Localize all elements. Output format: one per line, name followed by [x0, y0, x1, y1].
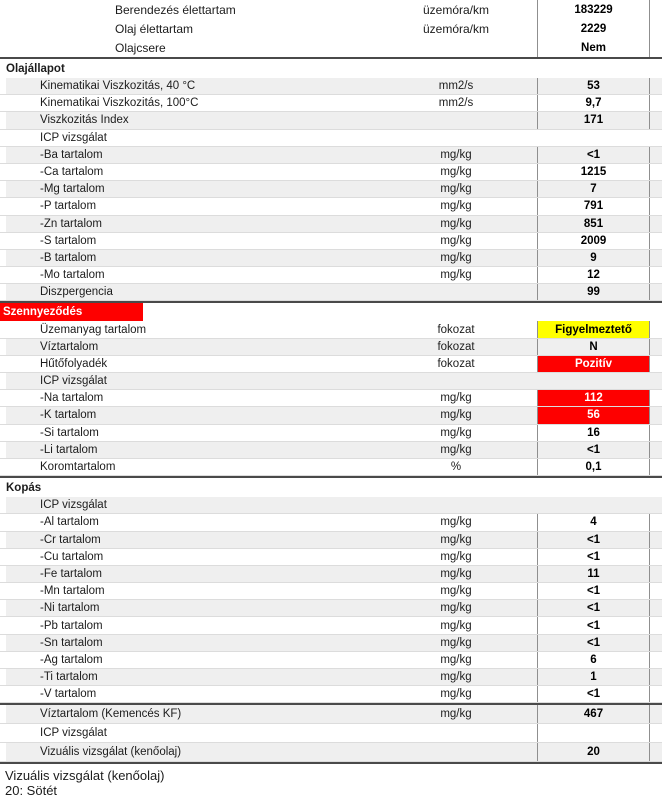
row-value: <1	[537, 635, 650, 651]
row-tail	[650, 600, 662, 616]
table-row	[0, 78, 662, 95]
row-label: -Ba tartalom	[40, 148, 103, 161]
row-tail	[650, 38, 662, 57]
row-value: 183229	[537, 0, 650, 19]
row-label: -V tartalom	[40, 688, 97, 701]
row-value: 99	[537, 284, 650, 300]
section-header	[0, 303, 662, 321]
row-unit: mg/kg	[440, 148, 472, 161]
row-tail	[650, 724, 662, 742]
row-tail	[650, 497, 662, 513]
row-label: -Ag tartalom	[40, 653, 103, 666]
table-row	[0, 635, 662, 652]
row-tail	[650, 617, 662, 633]
row-value: 7	[537, 181, 650, 197]
table-row	[0, 686, 662, 703]
table-row	[0, 549, 662, 566]
row-value: <1	[537, 532, 650, 548]
row-value: 851	[537, 216, 650, 232]
row-tail	[650, 583, 662, 599]
table-row	[0, 407, 662, 424]
row-label: -Si tartalom	[40, 426, 99, 439]
row-label: -Cr tartalom	[40, 533, 101, 546]
row-unit: mg/kg	[440, 516, 472, 529]
row-value: 9,7	[537, 95, 650, 111]
row-tail	[650, 686, 662, 702]
row-unit: mg/kg	[440, 533, 472, 546]
section-header	[0, 59, 662, 78]
row-unit: mm2/s	[438, 80, 474, 93]
row-label: Olajcsere	[115, 40, 166, 55]
row-value	[537, 497, 650, 513]
row-value: 6	[537, 652, 650, 668]
row-value: Nem	[537, 38, 650, 57]
row-label: -Sn tartalom	[40, 636, 103, 649]
row-value: 12	[537, 267, 650, 283]
table-row	[0, 600, 662, 617]
table-row	[0, 566, 662, 583]
row-tail	[650, 549, 662, 565]
row-tail	[650, 669, 662, 685]
row-unit: mg/kg	[440, 392, 472, 405]
table-row	[0, 617, 662, 634]
row-value: 53	[537, 78, 650, 94]
table-row	[0, 147, 662, 164]
row-tail	[650, 267, 662, 283]
row-tail	[650, 532, 662, 548]
row-label: Hűtőfolyadék	[40, 357, 108, 370]
row-tail	[650, 407, 662, 423]
row-tail	[650, 216, 662, 232]
table-row	[0, 514, 662, 531]
row-value: 2009	[537, 233, 650, 249]
table-row	[0, 425, 662, 442]
row-unit: fokozat	[437, 323, 475, 336]
row-label: Diszpergencia	[40, 286, 113, 299]
row-label: -P tartalom	[40, 200, 97, 213]
row-tail	[650, 339, 662, 355]
row-label: -S tartalom	[40, 234, 97, 247]
row-tail	[650, 566, 662, 582]
row-value: <1	[537, 147, 650, 163]
row-unit: mg/kg	[440, 602, 472, 615]
row-unit: %	[450, 461, 462, 474]
table-row	[0, 112, 662, 129]
row-value: <1	[537, 686, 650, 702]
row-unit: mg/kg	[440, 550, 472, 563]
row-tail	[650, 321, 662, 337]
row-value: 171	[537, 112, 650, 128]
row-tail	[650, 147, 662, 163]
row-value: <1	[537, 442, 650, 458]
table-row	[0, 743, 662, 762]
row-tail	[650, 181, 662, 197]
table-row	[0, 181, 662, 198]
table-row	[0, 267, 662, 284]
table-row	[0, 705, 662, 724]
row-value: N	[537, 339, 650, 355]
row-label: Víztartalom	[40, 340, 99, 353]
row-tail	[650, 459, 662, 475]
row-unit: mg/kg	[440, 409, 472, 422]
row-unit	[375, 373, 537, 389]
row-tail	[650, 19, 662, 38]
row-label: Kinematikai Viszkozitás, 40 °C	[40, 80, 196, 93]
row-label: Koromtartalom	[40, 461, 116, 474]
row-tail	[650, 743, 662, 761]
table-row	[0, 532, 662, 549]
row-value: 1215	[537, 164, 650, 180]
row-label: -Al tartalom	[40, 516, 99, 529]
row-tail	[650, 390, 662, 406]
row-label: Berendezés élettartam	[115, 2, 236, 17]
row-tail	[650, 652, 662, 668]
table-row	[0, 442, 662, 459]
row-label: -Ni tartalom	[40, 602, 100, 615]
row-value: 4	[537, 514, 650, 530]
row-value: 0,1	[537, 459, 650, 475]
row-tail	[650, 705, 662, 723]
table-row	[0, 284, 662, 301]
table-row	[0, 95, 662, 112]
row-unit: mg/kg	[440, 443, 472, 456]
row-tail	[650, 425, 662, 441]
row-unit: mg/kg	[440, 653, 472, 666]
row-value: 20	[537, 743, 650, 761]
row-unit: mg/kg	[440, 426, 472, 439]
row-label: ICP vizsgálat	[40, 131, 107, 144]
table-row	[0, 130, 662, 147]
table-row	[0, 497, 662, 514]
row-unit: mg/kg	[440, 166, 472, 179]
table-row	[0, 373, 662, 390]
table-row	[0, 652, 662, 669]
row-unit: mg/kg	[440, 688, 472, 701]
row-tail	[650, 112, 662, 128]
row-unit	[375, 497, 537, 513]
table-row	[0, 250, 662, 267]
row-tail	[650, 356, 662, 372]
row-label: -Pb tartalom	[40, 619, 103, 632]
row-label: -Zn tartalom	[40, 217, 102, 230]
row-label: -Ti tartalom	[40, 671, 98, 684]
table-row	[0, 321, 662, 338]
table-row	[0, 0, 662, 19]
row-value	[537, 373, 650, 389]
row-tail	[650, 95, 662, 111]
row-label: -Fe tartalom	[40, 567, 102, 580]
row-tail	[650, 0, 662, 19]
section-title: Olajállapot	[6, 62, 65, 75]
row-unit	[375, 724, 537, 742]
row-label: -Na tartalom	[40, 392, 104, 405]
row-label: ICP vizsgálat	[40, 499, 107, 512]
table-row	[0, 724, 662, 743]
row-label: -Mo tartalom	[40, 269, 105, 282]
row-tail	[650, 284, 662, 300]
row-value: 11	[537, 566, 650, 582]
row-unit: mg/kg	[440, 234, 472, 247]
row-tail	[650, 233, 662, 249]
table-row	[0, 669, 662, 686]
table-row	[0, 390, 662, 407]
row-label: -Mn tartalom	[40, 585, 105, 598]
row-value	[537, 130, 650, 146]
table-row	[0, 198, 662, 215]
section-header	[0, 478, 662, 497]
row-tail	[650, 78, 662, 94]
row-value-alert: 56	[537, 407, 650, 423]
row-label: ICP vizsgálat	[40, 727, 107, 740]
row-value: 2229	[537, 19, 650, 38]
row-unit: mg/kg	[440, 269, 472, 282]
table-row	[0, 233, 662, 250]
row-unit	[375, 130, 537, 146]
table-row	[0, 38, 662, 57]
row-value: <1	[537, 549, 650, 565]
row-unit: mg/kg	[440, 619, 472, 632]
row-tail	[650, 442, 662, 458]
row-label: Kinematikai Viszkozitás, 100°C	[40, 97, 199, 110]
footnote-legend: 20: Sötét	[5, 783, 58, 799]
row-value: <1	[537, 617, 650, 633]
row-value: 1	[537, 669, 650, 685]
row-unit: mg/kg	[440, 585, 472, 598]
row-value: 467	[537, 705, 650, 723]
row-value: 791	[537, 198, 650, 214]
footnote-title: Vizuális vizsgálat (kenőolaj)	[5, 768, 165, 784]
row-unit: üzemóra/km	[422, 2, 490, 17]
row-tail	[650, 635, 662, 651]
row-unit: mg/kg	[440, 708, 472, 721]
row-label: -Ca tartalom	[40, 166, 104, 179]
row-tail	[650, 198, 662, 214]
row-value: 9	[537, 250, 650, 266]
row-unit	[375, 743, 537, 761]
section-title: Kopás	[6, 481, 42, 494]
row-label: Olaj élettartam	[115, 21, 194, 36]
table-row	[0, 356, 662, 373]
table-row	[0, 164, 662, 181]
row-label: -K tartalom	[40, 409, 97, 422]
table-row	[0, 459, 662, 476]
row-unit: mg/kg	[440, 567, 472, 580]
row-unit: fokozat	[437, 340, 475, 353]
row-value	[537, 724, 650, 742]
table-row	[0, 339, 662, 356]
row-value-alert: Pozitív	[537, 356, 650, 372]
row-tail	[650, 164, 662, 180]
row-unit: mg/kg	[440, 200, 472, 213]
table-row	[0, 583, 662, 600]
footnote-block	[0, 764, 662, 798]
row-label: -B tartalom	[40, 251, 97, 264]
row-unit: mg/kg	[440, 671, 472, 684]
row-value-warning: Figyelmeztető	[537, 321, 650, 337]
row-unit: fokozat	[437, 357, 475, 370]
row-unit	[375, 112, 537, 128]
row-label: Víztartalom (Kemencés KF)	[40, 708, 182, 721]
row-label: -Cu tartalom	[40, 550, 104, 563]
row-value: <1	[537, 583, 650, 599]
table-row	[0, 216, 662, 233]
row-unit	[375, 284, 537, 300]
row-tail	[650, 130, 662, 146]
row-label: Üzemanyag tartalom	[40, 323, 147, 336]
section-title: Szennyeződés	[0, 303, 143, 321]
row-label: ICP vizsgálat	[40, 375, 107, 388]
row-label: -Li tartalom	[40, 443, 98, 456]
row-unit	[375, 38, 537, 57]
row-unit: mg/kg	[440, 636, 472, 649]
row-unit: mg/kg	[440, 251, 472, 264]
row-tail	[650, 373, 662, 389]
row-unit: mm2/s	[438, 97, 474, 110]
row-label: -Mg tartalom	[40, 183, 105, 196]
row-label: Viszkozitás Index	[40, 114, 129, 127]
row-label: Vizuális vizsgálat (kenőolaj)	[40, 746, 182, 759]
row-value-alert: 112	[537, 390, 650, 406]
row-tail	[650, 514, 662, 530]
row-unit: mg/kg	[440, 183, 472, 196]
row-tail	[650, 250, 662, 266]
row-value: 16	[537, 425, 650, 441]
row-value: <1	[537, 600, 650, 616]
table-row	[0, 19, 662, 38]
row-unit: üzemóra/km	[422, 21, 490, 36]
row-unit: mg/kg	[440, 217, 472, 230]
